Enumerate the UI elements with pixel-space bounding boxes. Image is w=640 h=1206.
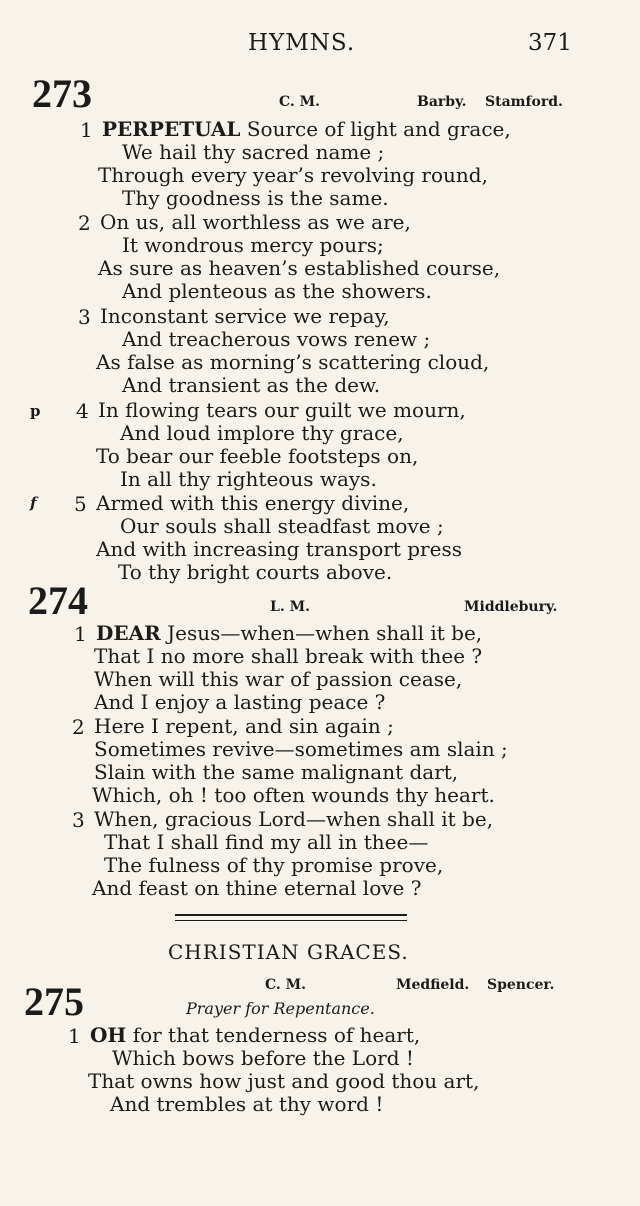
verse-line-text: Jesus—when—when shall it be, (167, 621, 483, 645)
tune-name: Medfield. (396, 977, 470, 993)
tune-name: Barby. (417, 94, 467, 110)
verse-line: To bear our feeble footsteps on, (96, 444, 419, 468)
verse-line: We hail thy sacred name ; (122, 140, 385, 164)
verse-line: As sure as heaven’s established course, (98, 256, 501, 280)
verse-number: 2 (72, 715, 85, 739)
hymn-subtitle: Prayer for Repentance. (186, 999, 375, 1018)
tune-name: Stamford. (485, 94, 563, 110)
verse-number: 3 (72, 808, 85, 832)
verse-line: Armed with this energy divine, (96, 491, 410, 515)
verse-line: And transient as the dew. (122, 373, 381, 397)
verse-initial-word: DEAR (96, 621, 161, 645)
verse-line (96, 622, 482, 645)
verse-line (90, 1024, 420, 1047)
dynamic-mark: f (30, 494, 37, 512)
verse-line: And trembles at thy word ! (110, 1092, 384, 1116)
verse-line: In all thy righteous ways. (120, 467, 377, 491)
verse-line (102, 118, 511, 141)
verse-line: And feast on thine eternal love ? (92, 876, 422, 900)
verse-number: 2 (78, 211, 91, 235)
verse-initial-word: OH (90, 1023, 127, 1047)
section-rule (175, 920, 407, 921)
tune-name: Middlebury. (464, 599, 558, 615)
verse-line: That I shall find my all in thee— (104, 830, 429, 854)
verse-number: 1 (80, 118, 93, 142)
tune-name: Spencer. (487, 977, 555, 993)
verse-line: That I no more shall break with thee ? (94, 644, 483, 668)
page-number: 371 (528, 30, 572, 56)
verse-line: It wondrous mercy pours; (122, 233, 384, 257)
verse-line: And I enjoy a lasting peace ? (94, 690, 386, 714)
verse-line: And with increasing transport press (96, 537, 462, 561)
verse-line: Thy goodness is the same. (122, 186, 389, 210)
verse-number: 3 (78, 305, 91, 329)
verse-number: 4 (76, 399, 89, 423)
verse-line: Inconstant service we repay, (100, 304, 390, 328)
verse-line-text: Source of light and grace, (246, 117, 511, 141)
verse-line: Which, oh ! too often wounds thy heart. (92, 783, 495, 807)
hymn-meter: L. M. (270, 599, 310, 615)
verse-line: And treacherous vows renew ; (122, 327, 431, 351)
verse-line: Our souls shall steadfast move ; (120, 514, 444, 538)
running-title: HYMNS. (248, 30, 356, 56)
verse-line: And loud implore thy grace, (120, 421, 404, 445)
verse-line: Which bows before the Lord ! (112, 1046, 414, 1070)
verse-initial-word: PERPETUAL (102, 117, 241, 141)
verse-line: Through every year’s revolving round, (98, 163, 488, 187)
hymn-number: 274 (28, 578, 88, 623)
verse-line: In flowing tears our guilt we mourn, (98, 398, 466, 422)
verse-line: And plenteous as the showers. (122, 279, 432, 303)
verse-line: To thy bright courts above. (118, 560, 393, 584)
dynamic-mark: p (30, 402, 41, 420)
verse-number: 5 (74, 492, 87, 516)
verse-line: On us, all worthless as we are, (100, 210, 411, 234)
verse-line: That owns how just and good thou art, (88, 1069, 480, 1093)
verse-line-text: for that tenderness of heart, (132, 1023, 421, 1047)
verse-line: When will this war of passion cease, (94, 667, 463, 691)
verse-line: When, gracious Lord—when shall it be, (94, 807, 494, 831)
verse-line: The fulness of thy promise prove, (104, 853, 444, 877)
hymn-meter: C. M. (279, 94, 321, 110)
hymn-meter: C. M. (265, 977, 307, 993)
verse-line: Sometimes revive—sometimes am slain ; (94, 737, 508, 761)
verse-line: Slain with the same malignant dart, (94, 760, 459, 784)
verse-number: 1 (74, 622, 87, 646)
verse-line: As false as morning’s scattering cloud, (96, 350, 490, 374)
hymn-number: 273 (32, 71, 92, 116)
verse-line: Here I repent, and sin again ; (94, 714, 394, 738)
hymn-number: 275 (24, 979, 84, 1024)
section-rule (175, 914, 407, 916)
section-heading: CHRISTIAN GRACES. (168, 940, 409, 964)
verse-number: 1 (68, 1024, 81, 1048)
